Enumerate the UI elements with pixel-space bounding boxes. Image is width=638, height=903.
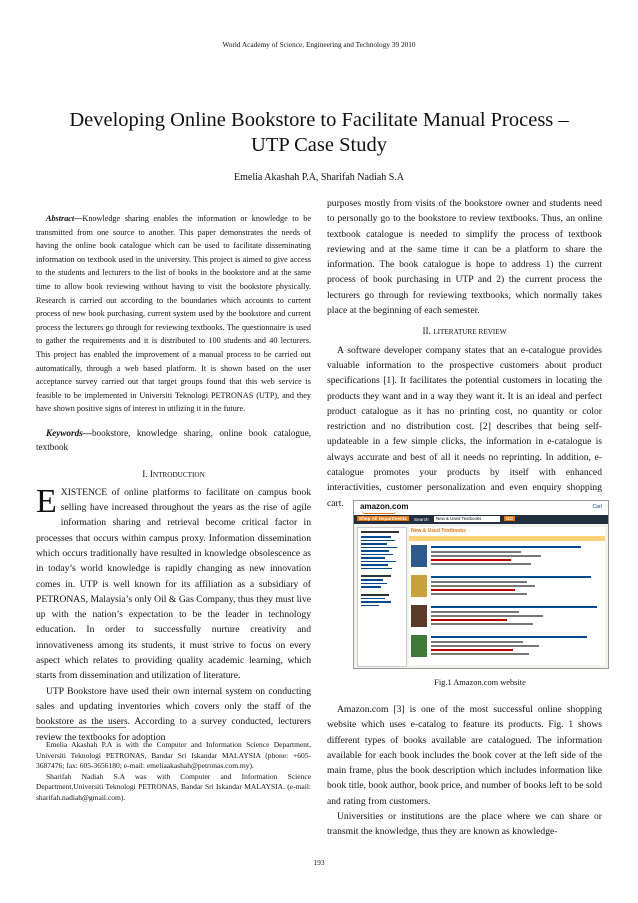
figure-caption: Fig.1 Amazon.com website xyxy=(434,678,526,687)
abstract xyxy=(36,212,311,416)
amazon-logo: amazon.com xyxy=(360,502,409,511)
left-column xyxy=(36,212,311,745)
right-column-bottom xyxy=(327,702,602,840)
result-item xyxy=(411,545,603,571)
section-title-rest: NTRODUCTION xyxy=(152,470,205,479)
right-column-top xyxy=(327,196,602,511)
literature-paragraph-1: A software developer company states that an e-catalogue provides valuable information to the prospective customers about product specifications [1]. It facilitates the potential customers in locating the products they want and in a way they want it. It is an ideal and perfect product catalogue as it has no printing cost, no quantity or color restriction and no distribution cost. [2] describes that being self-updateable in a few simple clicks, the information in e-catalogue is always accurate and best of all it needs no reprinting. In addition, e-catalogue promotes your products by itself with enhanced interactivities, customer personalization and even enquiry shopping cart. xyxy=(327,344,602,509)
results-sort-band xyxy=(409,536,605,541)
search-label: Search xyxy=(414,516,429,522)
footnote-2: Sharifah Nadiah S.A was with Computer and Information Science Department,Universiti Teknologi PETRONAS, Bandar Sri Iskandar MALAYSIA. (e-mail: sharifah.nadiah@gmail.com). xyxy=(36,771,311,802)
amazon-nav-bar xyxy=(354,515,608,524)
amazon-results-panel xyxy=(409,527,605,665)
intro-paragraph-1 xyxy=(36,482,311,684)
section-heading-introduction xyxy=(36,467,311,483)
intro-paragraph-1-text: XISTENCE of online platforms to facilitate on campus book selling have increased throughout the years as the rise of agile information sharing and retrieval become critical factor in processes that occurs within campus proxy. Information dissemination which occurs traditionally have resulted in knowledge obsolescence as in today’s world knowledge is rapidly changing as new innovation comes in. UTP is well known for its affiliation as a subsidiary of PETRONAS, Malaysia’s only Oil & Gas Company, thus they must live up with the nation’s expectation to be the leader in technology education. In order to successfully nurture creativity and innovativeness among its students, it must strive to focus on every aspect which relates to providing quality academic learning, which starts from dissemination and utilization of literature. xyxy=(36,486,311,682)
book-cover-thumbnail xyxy=(411,575,427,597)
keywords-text: bookstore, knowledge sharing, online book catalogue, textbook xyxy=(36,427,311,452)
section-number: I. xyxy=(142,468,150,479)
page-number: 193 xyxy=(313,858,325,867)
paper-title: Developing Online Bookstore to Facilitate Manual Process – UTP Case Study xyxy=(69,109,569,156)
keywords xyxy=(36,427,311,455)
section-heading-literature-review xyxy=(327,324,602,340)
result-item xyxy=(411,575,603,601)
footnotes xyxy=(36,740,311,804)
book-cover-thumbnail xyxy=(411,605,427,627)
book-cover-thumbnail xyxy=(411,635,427,657)
results-heading: New & Used Textbooks xyxy=(411,528,466,534)
keywords-label: Keywords— xyxy=(46,427,92,438)
section-number: II. xyxy=(422,326,434,337)
result-item xyxy=(411,605,603,631)
amazon-screenshot-figure xyxy=(353,500,609,669)
go-button: GO xyxy=(506,516,513,521)
author-line: Emelia Akashah P.A, Sharifah Nadiah S.A xyxy=(234,172,404,183)
right-paragraph-2: Amazon.com [3] is one of the most successful online shopping website which uses e-catalog to feature its products. Fig. 1 shows different types of books available are catalogued. The information available for each book includes the book cover at the left side of the main frame, plus the book description which includes information like book title, book author, book price, and number of books left to be sold and rating from customers. xyxy=(327,704,602,807)
result-item xyxy=(411,635,603,661)
intro-paragraph-2: UTP Bookstore have used their own internal system on conducting sales and updating inventories which covers only the staff of the bookstore as the users. According to a survey conducted, lecturers review the textbooks for adoption xyxy=(36,685,311,743)
shop-all-departments-tab: Shop All Departments xyxy=(359,516,407,521)
right-paragraph-1: purposes mostly from visits of the bookstore owner and students need to personally go to the bookstore to review textbooks. Thus, an online textbook catalogue is needed to simplify the process of textbook reviewing and at the same time it can be a platform to share the information. The book catalogue is hope to address 1) the current process of book purchasing in UTP and 2) the current process the lecturers go through for reviewing textbooks, which normally takes place at the beginning of each semester. xyxy=(327,198,602,317)
section-title: LITERATURE REVIEW xyxy=(433,328,507,337)
abstract-label: Abstract— xyxy=(46,214,83,223)
running-header: World Academy of Science, Engineering and Technology 39 2010 xyxy=(222,40,416,49)
search-field: New & Used Textbooks xyxy=(434,516,500,522)
abstract-text: Knowledge sharing enables the information or knowledge to be transmitted from one source to another. This paper demonstrates the needs of having the online book catalogue which can be used to facilitate disseminating information on textbook used in the university. This project is aimed to give access to the students and lecturers to the list of books in the bookstore and at the same time to allow book reviewing without having to visit the bookstore physically. Research is carried out according to the boundaries which accounts to current process of new book purchasing, current system used by the bookstore and current process the lecturers go through for reviewing textbooks. The questionnaire is used to gather the requirements and it is distributed to 100 students and 40 lecturers. This project has enabled the improvement of a manual process to be carried out automatically, through a web based platform. It is shown based on the user acceptance survey carried out that target groups found that this web service is feasible to be implemented in Universiti Teknologi PETRONAS (UTP), and they have shown positive signs of interest in utilizing it in the future. xyxy=(36,214,311,414)
amazon-browse-sidebar xyxy=(357,527,407,667)
amazon-smile-icon xyxy=(362,511,396,514)
footnote-rule xyxy=(36,727,126,728)
right-paragraph-3: Universities or institutions are the place where we can share or transmit the knowledge, thus they are known as knowledge- xyxy=(327,811,602,838)
section-first-letter: I xyxy=(149,468,153,479)
book-cover-thumbnail xyxy=(411,545,427,567)
drop-cap: E xyxy=(36,482,57,520)
footnote-1: Emelia Akashah P.A is with the Computer and Information Science Department, Universiti Teknologi PETRONAS, Bandar Sri Iskandar MALAYSIA (phone: +605-3687476; fax: 605-3656180; e-mail: emeliaakashah@petronas.com.my). xyxy=(36,740,311,771)
cart-label: Cart xyxy=(592,504,602,510)
amazon-header xyxy=(354,501,608,515)
